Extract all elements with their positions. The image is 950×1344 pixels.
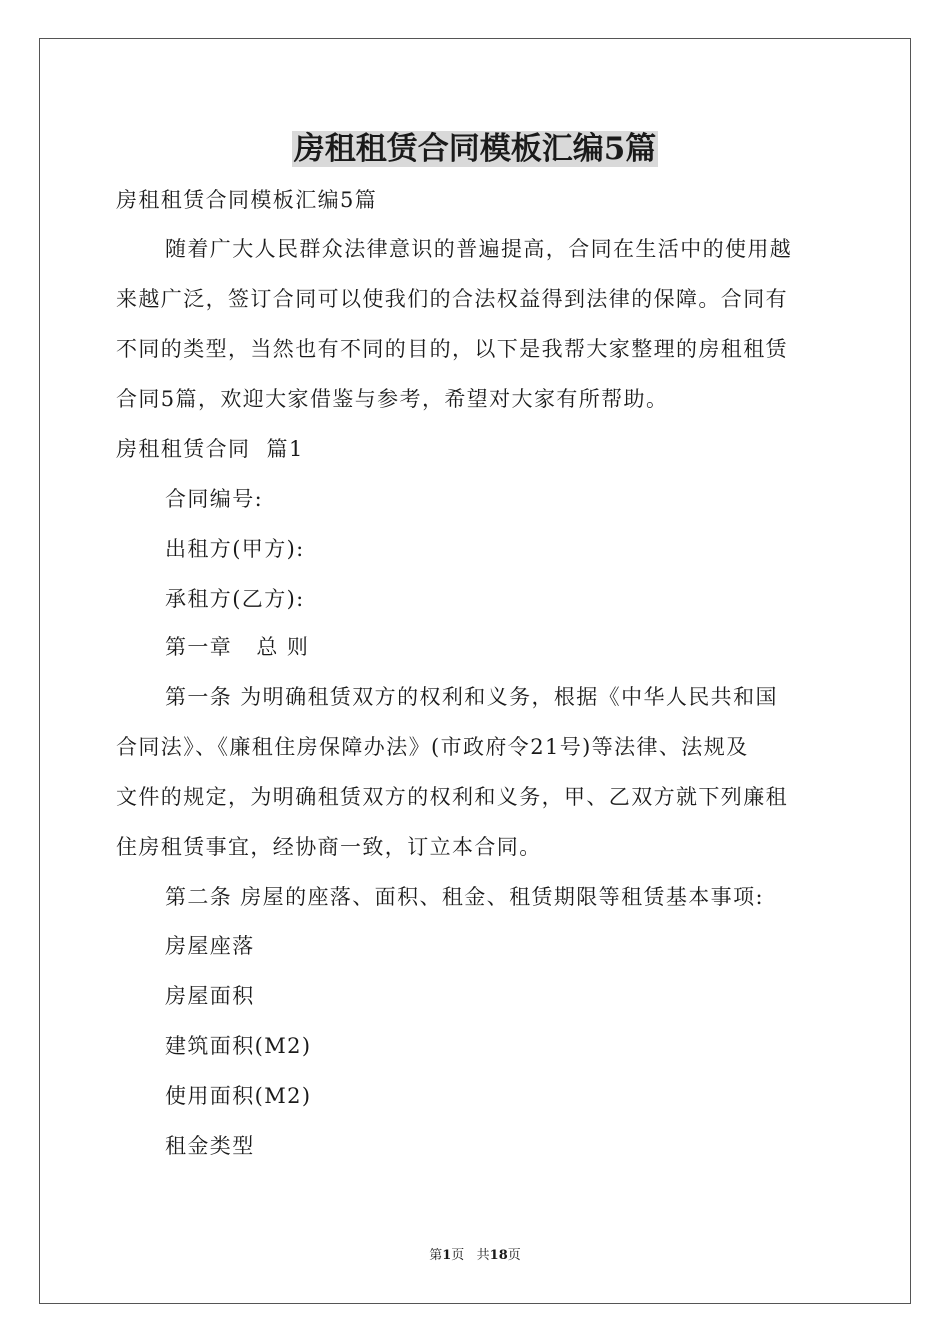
footer-prefix: 第 (429, 1248, 443, 1263)
item-usable-area: 使用面积(M2) (165, 1084, 312, 1108)
document-subtitle: 房租租赁合同模板汇编5篇 (116, 188, 378, 212)
footer-total-pages: 18 (489, 1248, 508, 1263)
item-house-area: 房屋面积 (165, 984, 255, 1008)
lessor-field: 出租方(甲方): (165, 537, 305, 561)
item-rent-type: 租金类型 (165, 1134, 255, 1158)
chapter-heading: 第一章 总 则 (165, 635, 310, 659)
section-heading: 房租租赁合同 篇1 (116, 437, 304, 461)
document-title-text: 房租租赁合同模板汇编5篇 (293, 131, 657, 167)
intro-line-1: 随着广大人民群众法律意识的普遍提高，合同在生活中的使用越 (165, 237, 793, 261)
lessee-field: 承租方(乙方): (165, 587, 305, 611)
contract-number-field: 合同编号: (165, 487, 264, 511)
page-border (39, 38, 911, 1304)
item-building-area: 建筑面积(M2) (165, 1034, 312, 1058)
item-house-location: 房屋座落 (165, 934, 255, 958)
footer-page-number: 1 (442, 1248, 452, 1263)
intro-line-4: 合同5篇，欢迎大家借鉴与参考，希望对大家有所帮助。 (116, 387, 669, 411)
footer-middle: 页 共 (451, 1248, 490, 1263)
article-1-line-4: 住房租赁事宜，经协商一致，订立本合同。 (116, 835, 542, 859)
document-title (0, 126, 950, 172)
article-1-line-2: 合同法》、《廉租住房保障办法》(市政府令21号)等法律、法规及 (116, 735, 749, 759)
footer-suffix: 页 (507, 1248, 521, 1263)
intro-line-3: 不同的类型，当然也有不同的目的，以下是我帮大家整理的房租租赁 (116, 337, 788, 361)
article-1-line-3: 文件的规定，为明确租赁双方的权利和义务，甲、乙双方就下列廉租 (116, 785, 788, 809)
article-1-line-1: 第一条 为明确租赁双方的权利和义务，根据《中华人民共和国 (165, 685, 778, 709)
article-2: 第二条 房屋的座落、面积、租金、租赁期限等租赁基本事项: (165, 885, 764, 909)
intro-line-2: 来越广泛，签订合同可以使我们的合法权益得到法律的保障。合同有 (116, 287, 788, 311)
page-footer (0, 1246, 950, 1266)
